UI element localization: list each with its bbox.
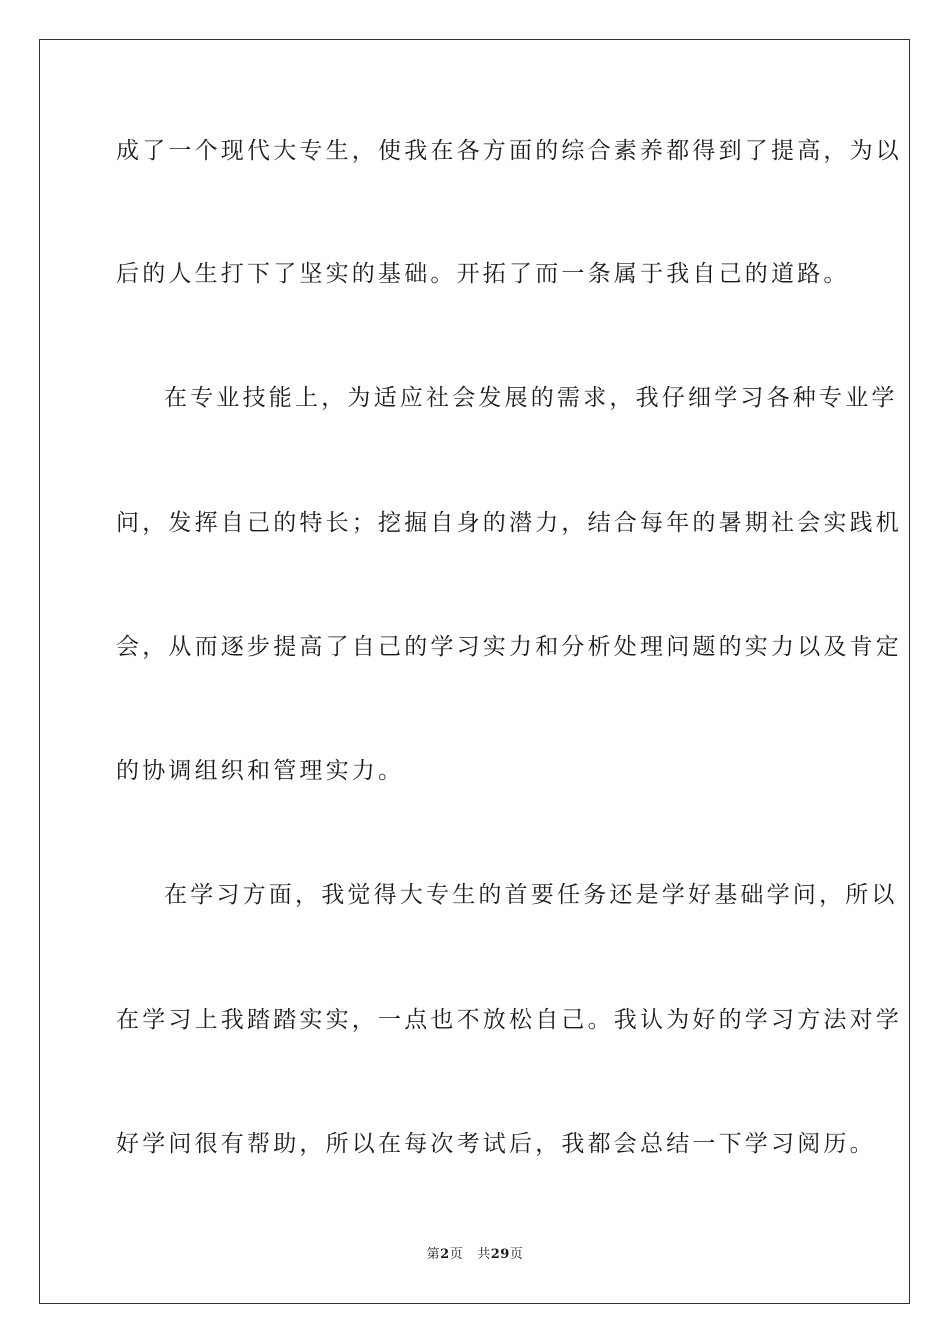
text-line-7: 在学习方面，我觉得大专生的首要任务还是学好基础学问，所以 xyxy=(164,882,898,908)
text-line-1: 成了一个现代大专生，使我在各方面的综合素养都得到了提高，为以 xyxy=(116,138,902,164)
footer-page-prefix: 第 xyxy=(426,1247,441,1262)
text-line-2: 后的人生打下了坚实的基础。开拓了而一条属于我自己的道路。 xyxy=(116,261,850,287)
text-line-6: 的协调组织和管理实力。 xyxy=(116,758,405,784)
text-line-9: 好学问很有帮助，所以在每次考试后，我都会总结一下学习阅历。 xyxy=(116,1131,876,1157)
text-line-8: 在学习上我踏踏实实，一点也不放松自己。我认为好的学习方法对学 xyxy=(116,1007,902,1033)
text-line-4: 问，发挥自己的特长；挖掘自身的潜力，结合每年的暑期社会实践机 xyxy=(116,510,902,536)
text-line-5: 会，从而逐步提高了自己的学习实力和分析处理问题的实力以及肯定 xyxy=(116,634,902,660)
footer-total-suffix: 页 xyxy=(509,1247,524,1262)
footer-page-number: 2 xyxy=(440,1247,450,1262)
footer-total-pages: 29 xyxy=(490,1247,510,1262)
page-footer xyxy=(0,1246,950,1264)
text-line-3: 在专业技能上，为适应社会发展的需求，我仔细学习各种专业学 xyxy=(164,385,898,411)
footer-page-suffix: 页 xyxy=(449,1247,464,1262)
footer-total-prefix: 共 xyxy=(477,1247,491,1262)
page-border xyxy=(39,39,910,1304)
